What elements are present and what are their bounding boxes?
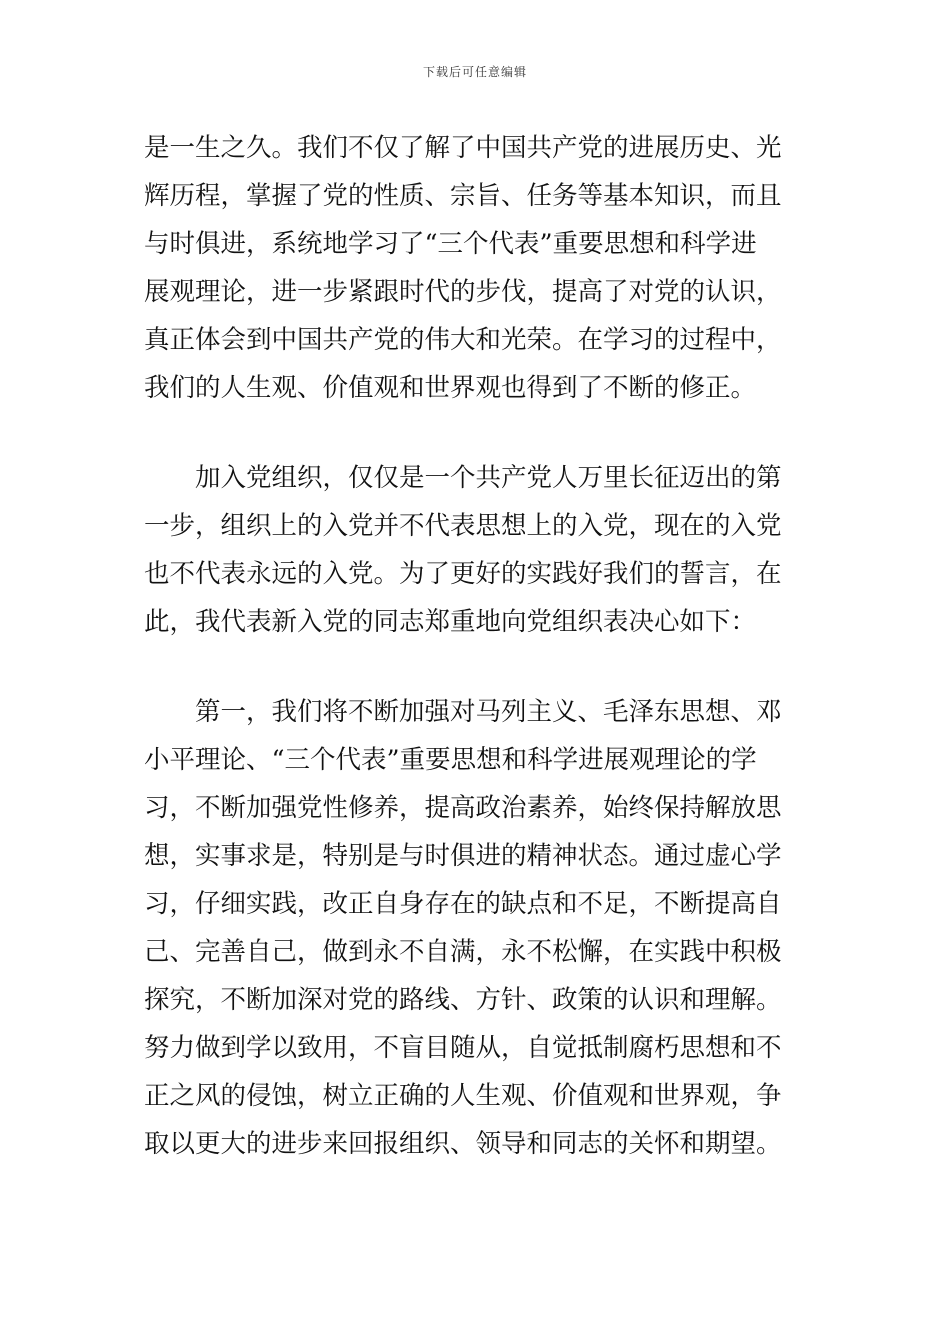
paragraph-line: 正之风的侵蚀，树立正确的人生观、价值观和世界观，争	[144, 1081, 782, 1111]
paragraph-2	[144, 454, 806, 646]
paragraph-line: 是一生之久。我们不仅了解了中国共产党的进展历史、光	[144, 133, 782, 163]
paragraph-line: 加入党组织，仅仅是一个共产党人万里长征迈出的第	[195, 463, 782, 493]
page-header: 下载后可任意编辑	[422, 65, 527, 79]
paragraph-line: 努力做到学以致用，不盲目随从，自觉抵制腐朽思想和不	[144, 1033, 782, 1063]
paragraph-line: 展观理论，进一步紧跟时代的步伐，提高了对党的认识，	[144, 277, 782, 307]
paragraph-line: 第一，我们将不断加强对马列主义、毛泽东思想、邓	[195, 697, 782, 727]
document-body	[144, 124, 806, 1168]
paragraph-line: 此，我代表新入党的同志郑重地向党组织表决心如下：	[144, 607, 757, 637]
paragraph-line: 探究，不断加深对党的路线、方针、政策的认识和理解。	[144, 985, 782, 1015]
paragraph-line: 与时俱进，系统地学习了“三个代表”重要思想和科学进	[144, 229, 757, 259]
paragraph-line: 习，不断加强党性修养，提高政治素养，始终保持解放思	[144, 793, 782, 823]
paragraph-line: 小平理论、“三个代表”重要思想和科学进展观理论的学	[144, 745, 757, 775]
paragraph-1	[144, 124, 806, 412]
paragraph-line: 想，实事求是，特别是与时俱进的精神状态。通过虚心学	[144, 841, 782, 871]
paragraph-line: 一步，组织上的入党并不代表思想上的入党，现在的入党	[144, 511, 782, 541]
paragraph-line: 也不代表永远的入党。为了更好的实践好我们的誓言，在	[144, 559, 782, 589]
paragraph-3	[144, 688, 806, 1168]
paragraph-line: 真正体会到中国共产党的伟大和光荣。在学习的过程中，	[144, 325, 782, 355]
paragraph-line: 习，仔细实践，改正自身存在的缺点和不足，不断提高自	[144, 889, 782, 919]
paragraph-line: 我们的人生观、价值观和世界观也得到了不断的修正。	[144, 373, 757, 403]
paragraph-line: 辉历程，掌握了党的性质、宗旨、任务等基本知识，而且	[144, 181, 782, 211]
paragraph-line: 己、完善自己，做到永不自满，永不松懈，在实践中积极	[144, 937, 782, 967]
paragraph-line: 取以更大的进步来回报组织、领导和同志的关怀和期望。	[144, 1129, 782, 1159]
